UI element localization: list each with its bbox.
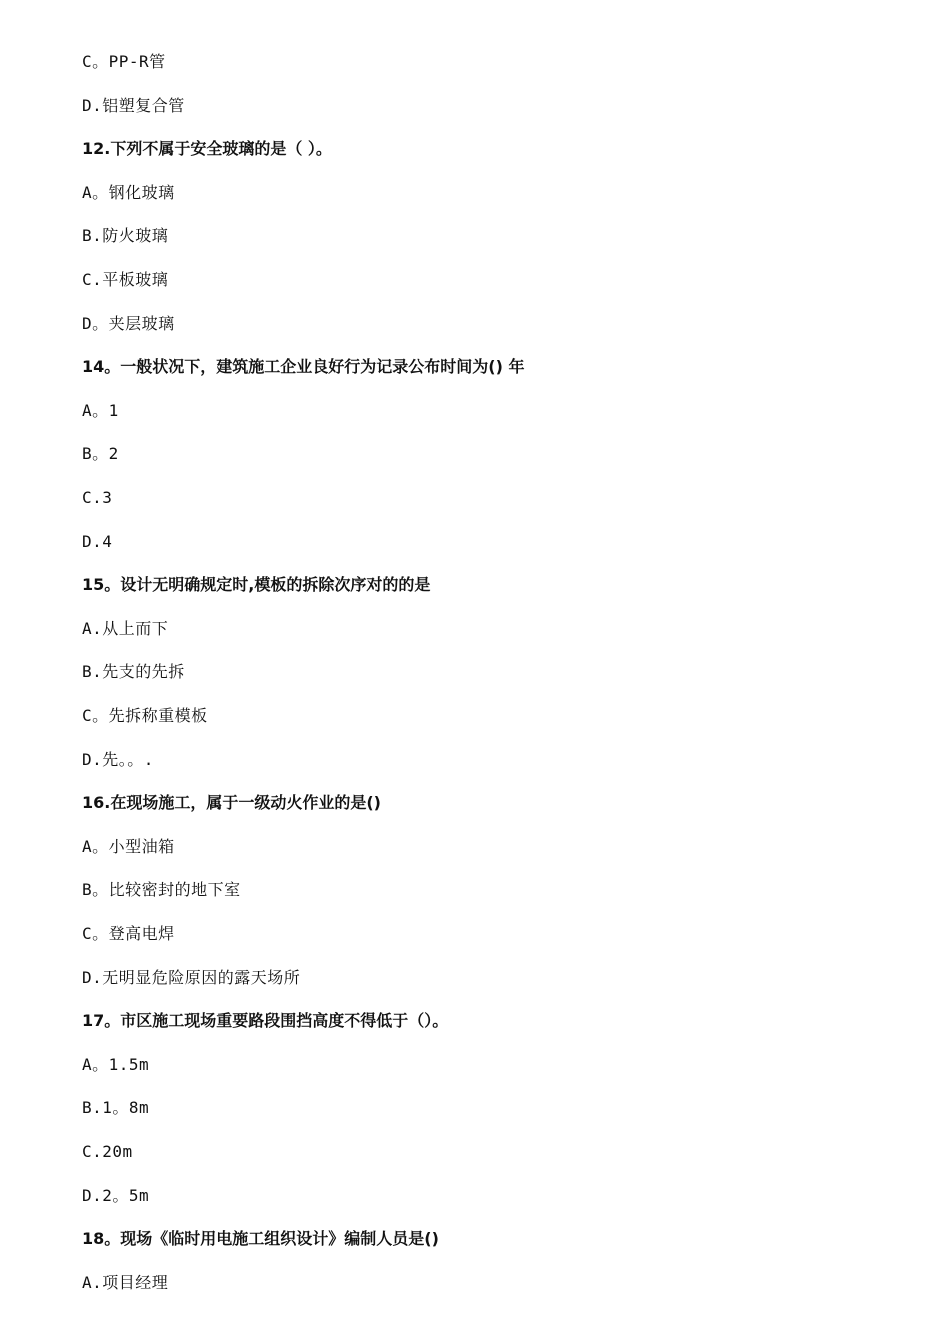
option-text: C。先拆称重模板 [82, 706, 208, 725]
option-text: D.无明显危险原因的露天场所 [82, 967, 301, 987]
option-text: C.3 [82, 488, 113, 507]
option-text: A。1.5m [82, 1054, 150, 1074]
option-text: C。PP-R管 [82, 52, 166, 71]
option-text: D.2。5m [82, 1185, 150, 1205]
question-text: 18。现场《临时用电施工组织设计》编制人员是() [82, 1229, 439, 1249]
option-text: B。2 [82, 444, 119, 464]
option-text: D。夹层玻璃 [82, 313, 175, 333]
option-text: D.先。。. [82, 749, 154, 769]
question-text: 16.在现场施工，属于一级动火作业的是() [82, 793, 381, 813]
option-text: C.平板玻璃 [82, 270, 169, 289]
option-text: A.从上而下 [82, 618, 169, 638]
option-text: A。钢化玻璃 [82, 182, 175, 202]
option-text: A。1 [82, 400, 119, 420]
question-text: 17。市区施工现场重要路段围挡高度不得低于（）。 [82, 1011, 449, 1031]
option-text: C.20m [82, 1142, 133, 1161]
question-text: 14。一般状况下，建筑施工企业良好行为记录公布时间为() 年 [82, 357, 525, 377]
option-text: B.防火玻璃 [82, 226, 169, 246]
option-text: B.先支的先拆 [82, 662, 185, 682]
option-text: C。登高电焊 [82, 924, 175, 943]
option-text: B。比较密封的地下室 [82, 880, 241, 900]
option-text: B.1。8m [82, 1098, 150, 1118]
option-text: A.项目经理 [82, 1272, 169, 1292]
option-text: D.铝塑复合管 [82, 95, 185, 115]
option-text: D.4 [82, 531, 113, 551]
question-text: 12.下列不属于安全玻璃的是（ ）。 [82, 139, 332, 159]
option-text: A。小型油箱 [82, 836, 175, 856]
question-text: 15。设计无明确规定时,模板的拆除次序对的的是 [82, 575, 431, 595]
